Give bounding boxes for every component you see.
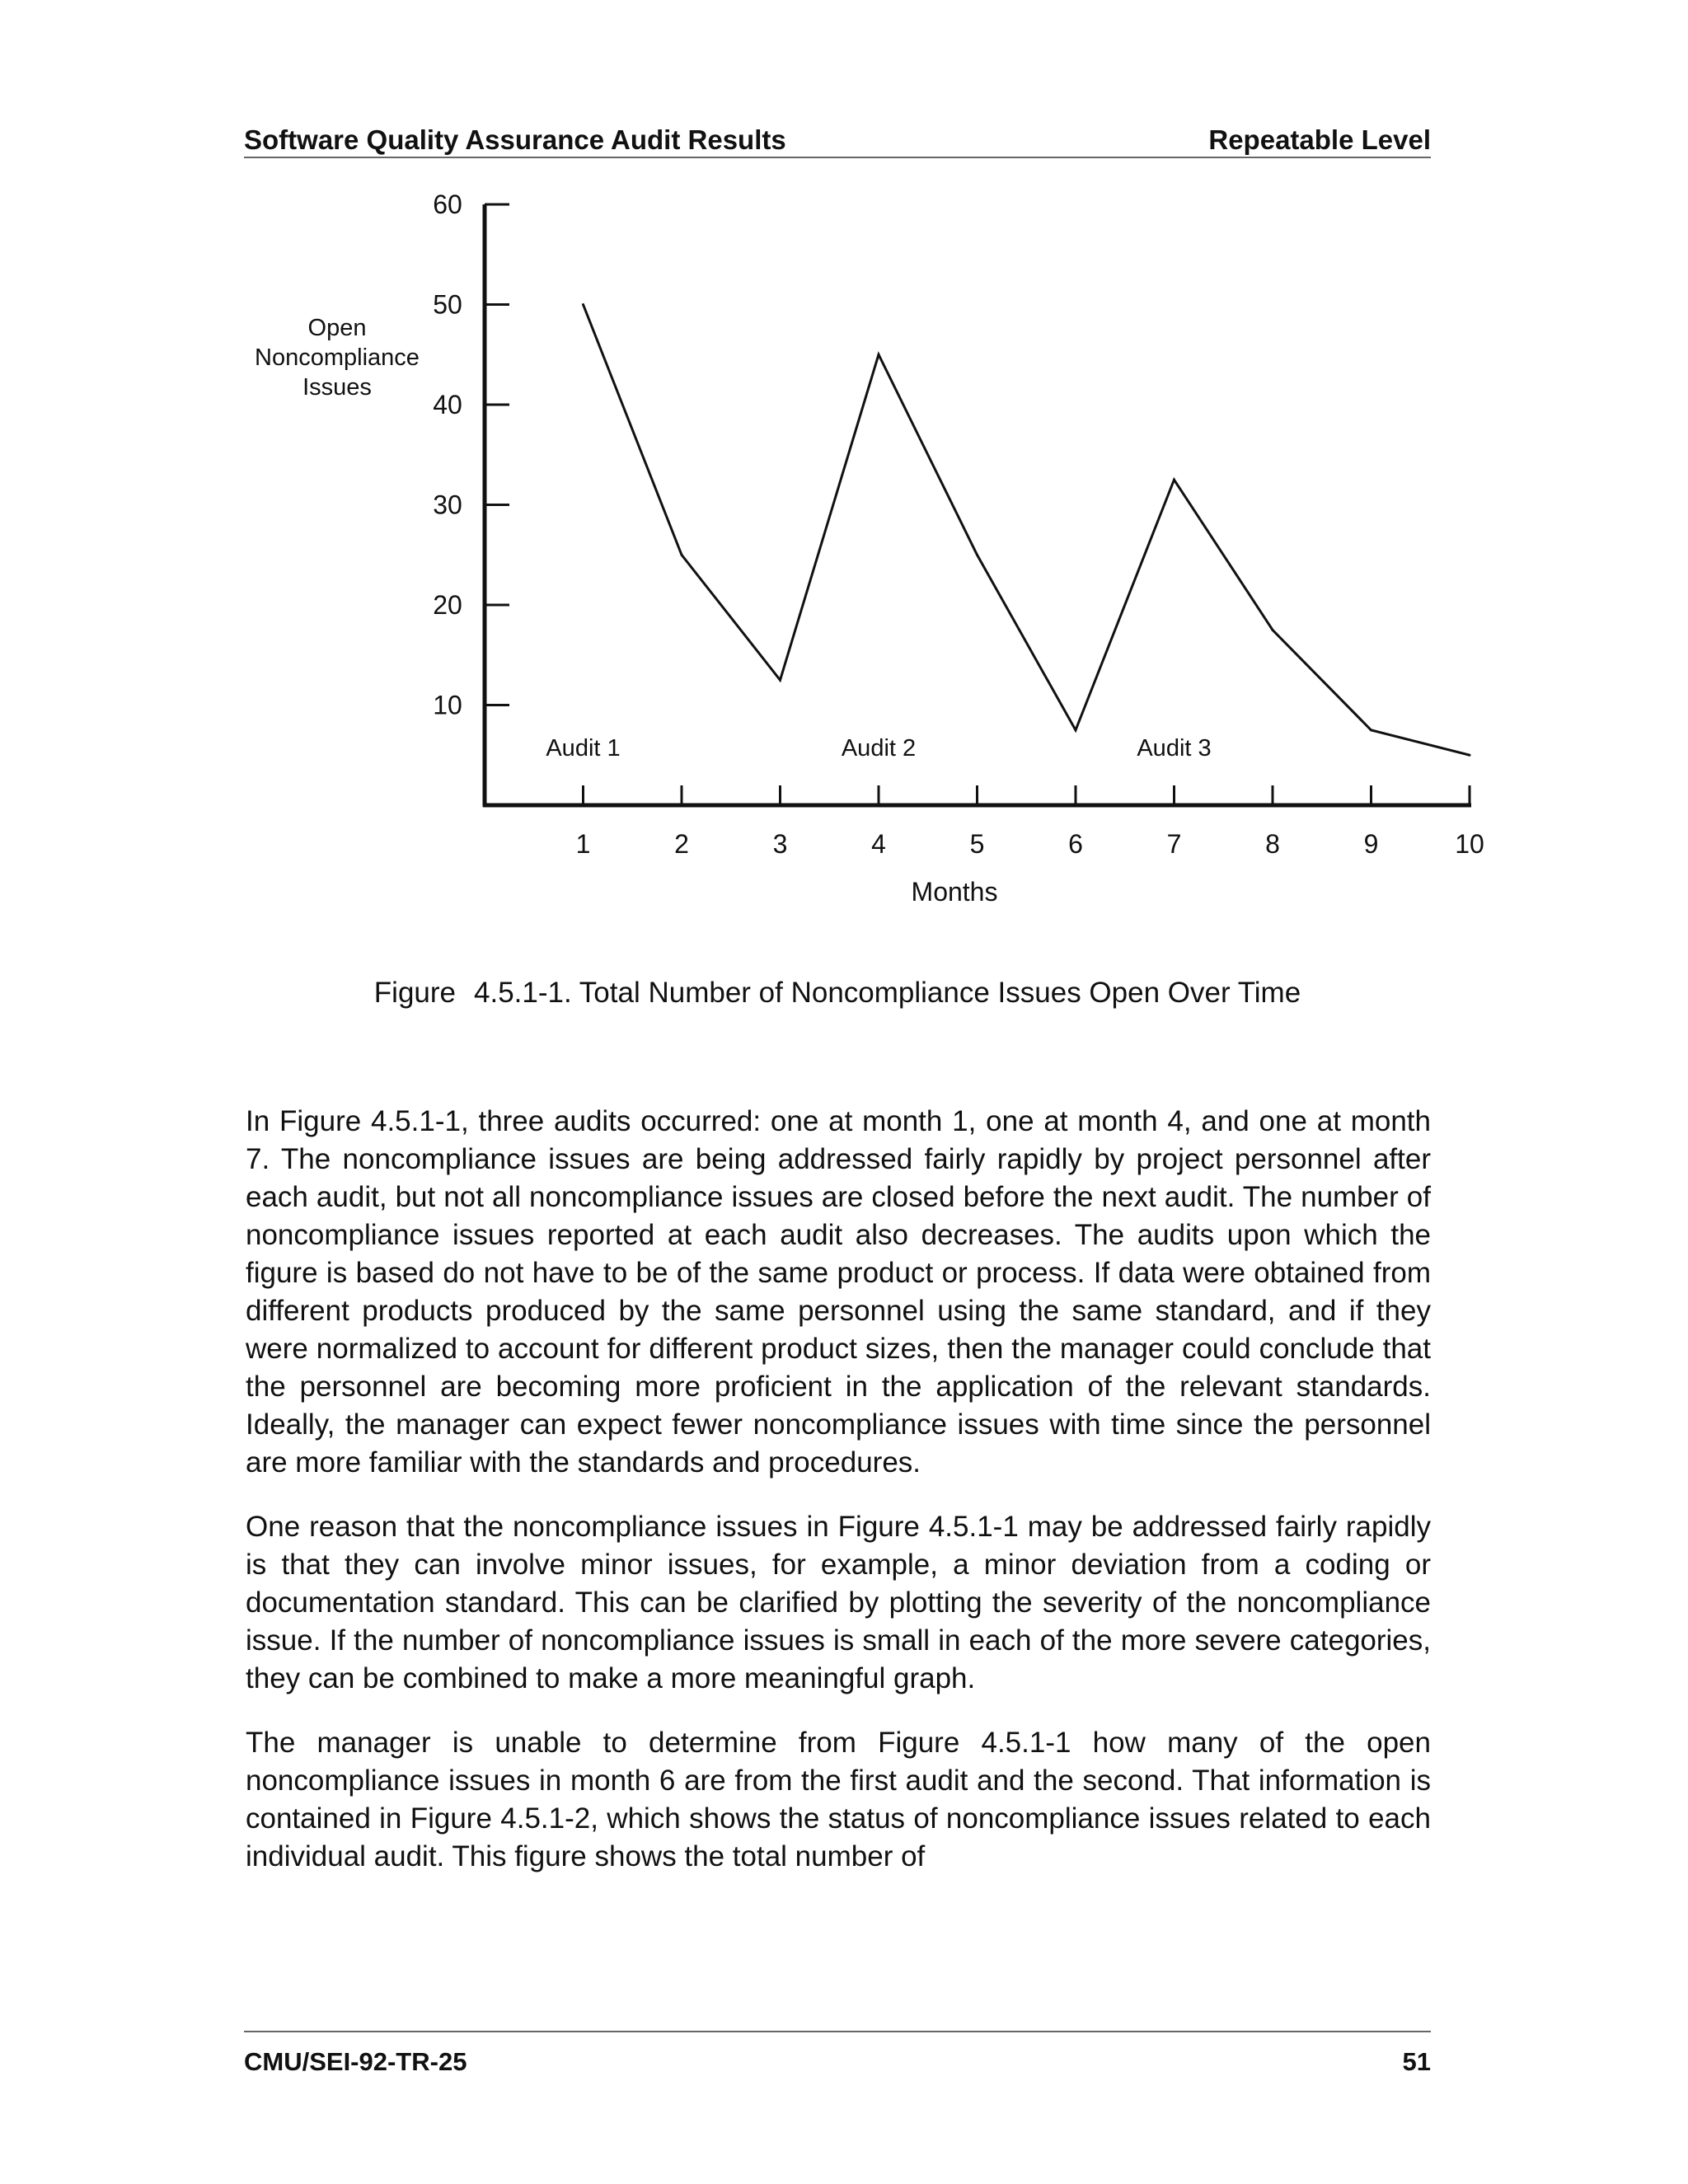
data-point [1272, 629, 1274, 631]
data-point [1469, 754, 1471, 757]
x-tick-label: 1 [575, 829, 591, 859]
series-polyline [584, 305, 1470, 756]
paragraph-1: In Figure 4.5.1-1, three audits occurred: one at month 1, one at month 4, and one at month 7. The noncompliance issues are being addressed fairly rapidly by project personnel after each audit, but not all noncompliance issues are closed before the next audit. The number of noncompliance issues reported at each audit also decreases. The audits upon which the figure is based do not have to be of the same product or process. If data were obtained from different products produced by the same personnel using the same standard, and if they were normalized to account for different product sizes, then the manager could conclude that the personnel are becoming more proficient in the application of the relevant standards. Ideally, the manager can expect fewer noncompliance issues with time since the personnel are more familiar with the standards and procedures. [246, 1105, 1431, 1479]
data-point [681, 554, 683, 556]
x-tick-label: 4 [871, 829, 886, 859]
x-tick-label: 6 [1068, 829, 1083, 859]
noncompliance-line-chart [239, 185, 1525, 927]
caption-text: 4.5.1-1. Total Number of Noncompliance Issues Open Over Time [474, 977, 1301, 1009]
y-axis-label [255, 315, 420, 401]
y-label-line: Issues [302, 374, 372, 401]
audit-label: Audit 3 [1137, 735, 1212, 762]
y-tick-label: 40 [433, 390, 462, 419]
body-text [246, 1103, 1431, 1902]
page-number: 51 [1402, 2047, 1431, 2076]
data-point [976, 554, 978, 556]
x-tick-label: 5 [969, 829, 985, 859]
x-tick-label: 2 [674, 829, 689, 859]
audit-label: Audit 1 [546, 735, 621, 762]
x-axis [483, 785, 1484, 859]
page-header [244, 124, 1431, 158]
y-tick-label: 20 [433, 590, 462, 620]
data-point [582, 303, 584, 306]
page-footer [244, 2031, 1431, 2077]
x-axis-label: Months [911, 877, 998, 907]
paragraph-3: The manager is unable to determine from Figure 4.5.1-1 how many of the open noncompliance issues in month 6 are from the first audit and the second. That information is contained in Figure 4.5.1-2, which shows the status of noncompliance issues related to each individual audit. This figure shows the total number of [246, 1727, 1431, 1872]
y-tick-label: 60 [433, 190, 462, 219]
x-tick-label: 8 [1265, 829, 1280, 859]
data-point [1370, 729, 1372, 731]
audit-label: Audit 2 [841, 735, 917, 762]
data-point [1075, 729, 1077, 731]
figure-caption [244, 977, 1431, 1010]
header-title: Software Quality Assurance Audit Results [244, 124, 786, 155]
caption-label: Figure [373, 977, 457, 1009]
report-number: CMU/SEI-92-TR-25 [244, 2047, 467, 2076]
x-tick-label: 3 [772, 829, 788, 859]
y-tick-label: 10 [433, 690, 462, 720]
audit-annotations [546, 735, 1211, 762]
y-tick-label: 30 [433, 490, 462, 520]
y-label-line: Noncompliance [255, 344, 420, 371]
x-tick-label: 9 [1363, 829, 1379, 859]
paragraph-2: One reason that the noncompliance issues in Figure 4.5.1-1 may be addressed fairly rapidly is that they can involve minor issues, for example, a minor deviation from a coding or documentation standard. This can be clarified by plotting the severity of the noncompliance issue. If the number of noncompliance issues is small in each of the more severe categories, they can be combined to make a more meaningful graph. [246, 1511, 1431, 1694]
series-line [582, 303, 1471, 757]
x-tick-label: 7 [1166, 829, 1182, 859]
y-tick-label: 50 [433, 289, 462, 320]
header-level: Repeatable Level [1208, 124, 1431, 155]
data-point [779, 679, 781, 682]
data-point [878, 354, 880, 356]
y-label-line: Open [307, 315, 367, 341]
x-tick-label: 10 [1455, 829, 1484, 859]
data-point [1173, 479, 1175, 481]
y-axis [433, 190, 509, 807]
